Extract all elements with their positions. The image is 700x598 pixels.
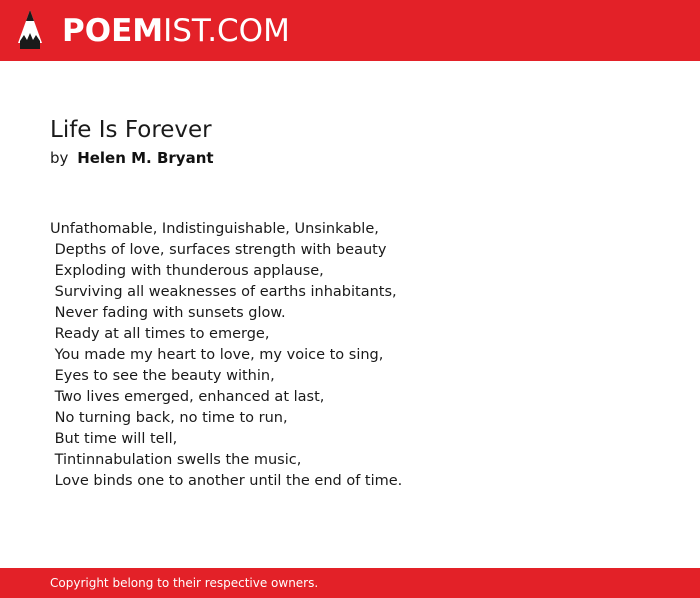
poem-line: Ready at all times to emerge, xyxy=(50,326,270,342)
poem-line: Unfathomable, Indistinguishable, Unsinkable, xyxy=(50,221,379,237)
poem-line: Tintinnabulation swells the music, xyxy=(50,452,302,468)
pencil-tip-icon[interactable] xyxy=(17,9,43,51)
poem-line: But time will tell, xyxy=(50,431,178,447)
logo-bold-text: POEM xyxy=(62,13,164,49)
poem-body xyxy=(50,219,650,492)
copyright-text: Copyright belong to their respective owners. xyxy=(50,576,319,590)
poem-line: Depths of love, surfaces strength with beauty xyxy=(50,242,387,258)
poem-line: Surviving all weaknesses of earths inhabitants, xyxy=(50,284,397,300)
poem-title: Life Is Forever xyxy=(50,117,212,143)
poem-line: No turning back, no time to run, xyxy=(50,410,288,426)
site-header xyxy=(0,0,700,61)
poem-line: Love binds one to another until the end of time. xyxy=(50,473,403,489)
logo-light-text: IST.COM xyxy=(163,13,290,49)
poem-line: Eyes to see the beauty within, xyxy=(50,368,275,384)
site-logo-link[interactable] xyxy=(62,13,290,49)
poem-line: Exploding with thunderous applause, xyxy=(50,263,324,279)
site-footer xyxy=(0,568,700,598)
poem-byline xyxy=(50,149,214,167)
poem-line: Two lives emerged, enhanced at last, xyxy=(50,389,325,405)
author-name[interactable]: Helen M. Bryant xyxy=(77,149,214,167)
poem-line: Never fading with sunsets glow. xyxy=(50,305,286,321)
by-label: by xyxy=(50,149,69,167)
poem-line: You made my heart to love, my voice to sing, xyxy=(50,347,384,363)
